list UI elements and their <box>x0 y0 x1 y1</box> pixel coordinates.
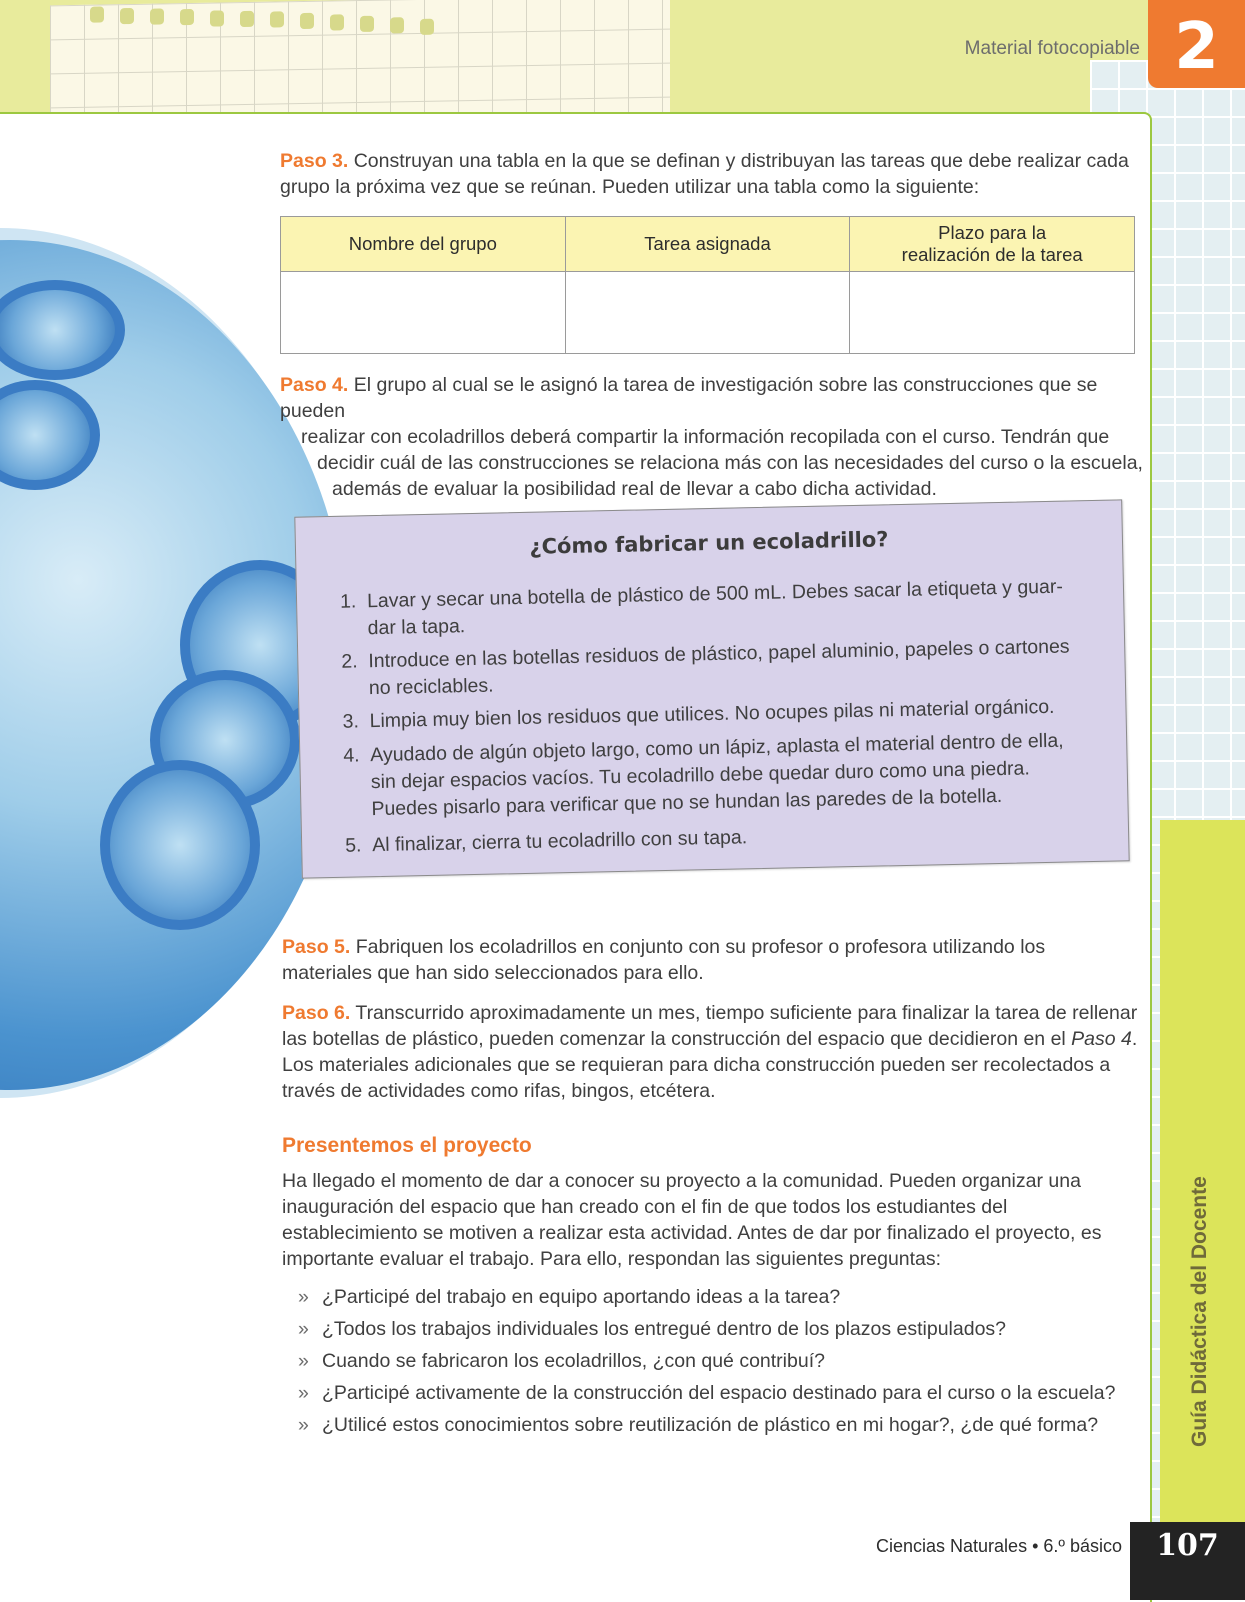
paso4-paragraph <box>280 372 1150 502</box>
paso5-step-label: Paso 5. <box>282 936 351 958</box>
notepaper-decoration <box>50 0 670 123</box>
notepaper-hole <box>150 8 164 24</box>
table-cell[interactable] <box>850 272 1135 354</box>
table-header-cell: Tarea asignada <box>565 217 850 272</box>
box-title: ¿Cómo fabricar un ecoladrillo? <box>529 527 889 559</box>
list-item: 1. Lavar y secar una botella de plástico de 500 mL. Debes sacar la etiqueta y guar-dar la tapa. <box>339 575 1064 640</box>
list-item: 3. Limpia muy bien los residuos que utilices. No ocupes pilas ni material orgánico. <box>342 695 1055 733</box>
paso4-line: Paso 4. El grupo al cual se le asignó la tarea de investigación sobre las construcciones que se pueden <box>280 374 1098 422</box>
notepaper-hole <box>180 9 194 25</box>
list-item: » ¿Participé del trabajo en equipo aportando ideas a la tarea? <box>298 1286 841 1308</box>
bottle-neck-shape <box>100 760 260 930</box>
photocopiable-label: Material fotocopiable <box>964 38 1140 59</box>
notepaper-hole <box>360 16 374 32</box>
table-cell[interactable] <box>565 272 850 354</box>
table-row <box>281 272 1135 354</box>
list-item: 5. Al finalizar, cierra tu ecoladrillo con su tapa. <box>344 826 748 857</box>
paso3-step-label: Paso 3. <box>280 150 349 172</box>
paso6-step-label: Paso 6. <box>282 1002 351 1024</box>
task-table <box>280 216 1135 354</box>
table-cell[interactable] <box>281 272 566 354</box>
table-header-cell: Nombre del grupo <box>281 217 566 272</box>
paso6-paragraph: Paso 6. Transcurrido aproximadamente un mes, tiempo suficiente para finalizar la tarea de rellenar las botellas de plástico, pueden comenzar la construcción del espacio que decidieron en el Paso 4. Los materiales adicionales que se requieran para dicha construcción pueden ser recolectados a través de actividades como rifas, bingos, etcétera. <box>282 1002 1138 1102</box>
paso6-italic-ref: Paso 4 <box>1071 1028 1132 1050</box>
notepaper-hole <box>420 19 434 35</box>
paso5-paragraph <box>282 934 1140 986</box>
paso5-text: Fabriquen los ecoladrillos en conjunto con su profesor o profesora utilizando los materiales que han sido seleccionados para ello. <box>282 936 1046 984</box>
table-header-cell: Plazo para la realización de la tarea <box>850 217 1135 272</box>
chapter-number: 2 <box>1174 10 1219 84</box>
page-number: 107 <box>1156 1528 1219 1563</box>
paso3-paragraph <box>280 148 1140 200</box>
footer-text: Ciencias Naturales • 6.º básico <box>876 1536 1122 1556</box>
list-item: » ¿Todos los trabajos individuales los entregué dentro de los plazos estipulados? <box>298 1318 1007 1340</box>
list-item: 2. Introduce en las botellas residuos de plástico, papel aluminio, papeles o cartones no reciclables. <box>341 635 1070 700</box>
bottle-neck-shape <box>0 280 125 380</box>
notepaper-hole <box>120 8 134 24</box>
paso4-line: decidir cuál de las construcciones se relaciona más con las necesidades del curso o la escuela, <box>317 452 1143 474</box>
notepaper-hole <box>90 6 104 22</box>
notepaper-hole <box>210 10 224 26</box>
list-item: » ¿Participé activamente de la construcción del espacio destinado para el curso o la escuela? <box>298 1382 1116 1404</box>
ecoladrillo-instructions-box <box>294 499 1129 878</box>
notepaper-hole <box>300 13 314 29</box>
list-item: » ¿Utilicé estos conocimientos sobre reutilización de plástico en mi hogar?, ¿de qué forma? <box>298 1414 1099 1436</box>
paso4-line: realizar con ecoladrillos deberá compartir la información recopilada con el curso. Tendrán que <box>301 426 1110 448</box>
table-header-row <box>281 217 1135 272</box>
presentemos-intro: Ha llegado el momento de dar a conocer su proyecto a la comunidad. Pueden organizar una inauguración del espacio que han creado con el fin de que todos los estudiantes del establecimiento se motiven a realizar esta actividad. Antes de dar por finalizado el proyecto, es importante evaluar el trabajo. Para ello, respondan las siguientes preguntas: <box>282 1170 1102 1270</box>
notepaper-hole <box>270 11 284 27</box>
list-item: 4. Ayudado de algún objeto largo, como un lápiz, aplasta el material dentro de ella, sin dejar espacios vacíos. Tu ecoladrillo debe quedar duro como una piedra. Puedes pisarlo para verificar que no se hundan las paredes de la botella. <box>343 729 1064 821</box>
notepaper-hole <box>390 17 404 33</box>
bottle-neck-shape <box>0 380 100 490</box>
section-heading: Presentemos el proyecto <box>282 1134 532 1157</box>
side-label: Guía Didáctica del Docente <box>1188 1176 1211 1447</box>
paso3-text: Construyan una tabla en la que se definan y distribuyan las tareas que debe realizar cada grupo la próxima vez que se reúnan. Pueden utilizar una tabla como la siguiente: <box>280 150 1129 198</box>
notepaper-hole <box>240 11 254 27</box>
paso4-step-label: Paso 4. <box>280 374 349 396</box>
paso4-line: además de evaluar la posibilidad real de llevar a cabo dicha actividad. <box>332 478 937 500</box>
notepaper-hole <box>330 14 344 30</box>
list-item: » Cuando se fabricaron los ecoladrillos, ¿con qué contribuí? <box>298 1350 825 1372</box>
